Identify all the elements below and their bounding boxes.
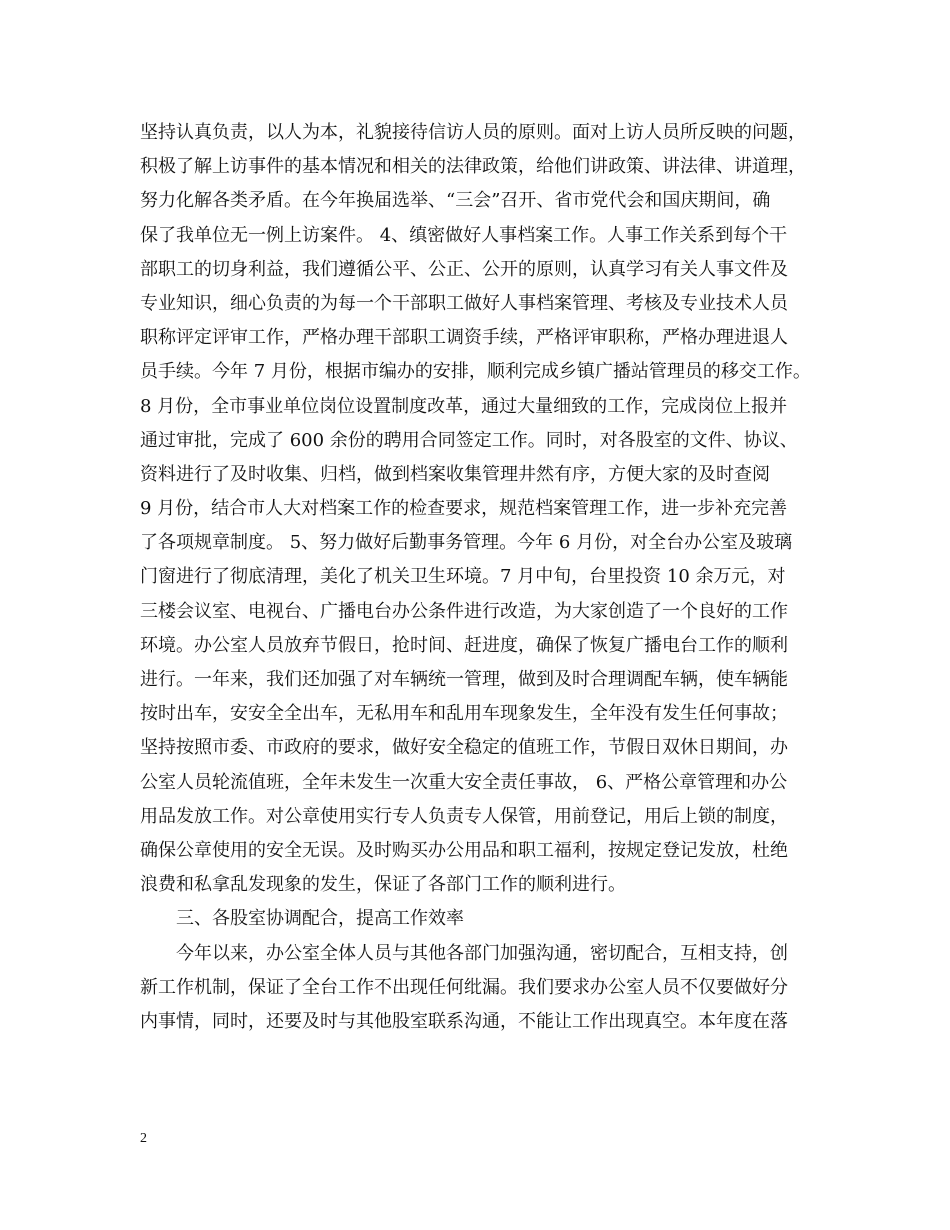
text-line: 专业知识，细心负责的为每一个干部职工做好人事档案管理、考核及专业技术人员: [140, 292, 788, 314]
body-text: [140, 116, 820, 1039]
text-line: 公室人员轮流值班，全年未发生一次重大安全责任事故， 6、严格公章管理和办公: [140, 771, 788, 793]
text-line: 9 月份，结合市人大对档案工作的检查要求，规范档案管理工作，进一步补充完善: [140, 498, 788, 520]
page-number: 2: [140, 1131, 147, 1146]
text-line: 用品发放工作。对公章使用实行专人负责专人保管，用前登记，用后上锁的制度，: [140, 805, 788, 827]
text-line: 确保公章使用的安全无误。及时购买办公用品和职工福利，按规定登记发放，杜绝: [140, 839, 788, 861]
text-line: 门窗进行了彻底清理，美化了机关卫生环境。7 月中旬，台里投资 10 余万元，对: [140, 566, 786, 588]
text-line: 保了我单位无一例上访案件。 4、缜密做好人事档案工作。人事工作关系到每个干: [140, 224, 788, 246]
text-line: 进行。一年来，我们还加强了对车辆统一管理，做到及时合理调配车辆，使车辆能: [140, 669, 788, 690]
text-line: 8 月份，全市事业单位岗位设置制度改革，通过大量细致的工作，完成岗位上报并: [140, 395, 788, 417]
text-line: 内事情，同时，还要及时与其他股室联系沟通，不能让工作出现真空。本年度在落: [140, 1010, 788, 1032]
text-line: 按时出车，安安全全出车，无私用车和乱用车现象发生，全年没有发生任何事故；: [140, 703, 788, 725]
text-line: 三、各股室协调配合，提高工作效率: [176, 908, 464, 930]
text-line: 努力化解各类矛盾。在今年换届选举、“三会”召开、省市党代会和国庆期间，确: [140, 190, 771, 212]
text-line: 资料进行了及时收集、归档，做到档案收集管理井然有序，方便大家的及时查阅: [140, 463, 770, 485]
text-line: 通过审批，完成了 600 余份的聘用合同签定工作。同时，对各股室的文件、协议、: [140, 429, 798, 451]
text-line: 积极了解上访事件的基本情况和相关的法律政策，给他们讲政策、讲法律、讲道理，: [140, 156, 806, 178]
text-line: 今年以来，办公室全体人员与其他各部门加强沟通，密切配合，互相支持，创: [176, 942, 788, 964]
text-line: 三楼会议室、电视台、广播电台办公条件进行改造，为大家创造了一个良好的工作: [140, 600, 788, 622]
text-line: 坚持认真负责，以人为本，礼貌接待信访人员的原则。面对上访人员所反映的问题，: [140, 122, 806, 143]
text-line: 浪费和私拿乱发现象的发生，保证了各部门工作的顺利进行。: [140, 874, 626, 896]
text-line: 了各项规章制度。 5、努力做好后勤事务管理。今年 6 月份，对全台办公室及玻璃: [140, 532, 793, 554]
text-line: 新工作机制，保证了全台工作不出现任何纰漏。我们要求办公室人员不仅要做好分: [140, 976, 788, 998]
text-line: 环境。办公室人员放弃节假日，抢时间、赶进度，确保了恢复广播电台工作的顺利: [140, 634, 788, 656]
text-line: 职称评定评审工作，严格办理干部职工调资手续，严格评审职称，严格办理进退人: [140, 327, 788, 349]
text-line: 员手续。今年 7 月份，根据市编办的安排，顺利完成乡镇广播站管理员的移交工作。: [140, 361, 811, 383]
text-line: 坚持按照市委、市政府的要求，做好安全稳定的值班工作，节假日双休日期间，办: [140, 737, 788, 759]
text-line: 部职工的切身利益，我们遵循公平、公正、公开的原则，认真学习有关人事文件及: [140, 258, 788, 280]
